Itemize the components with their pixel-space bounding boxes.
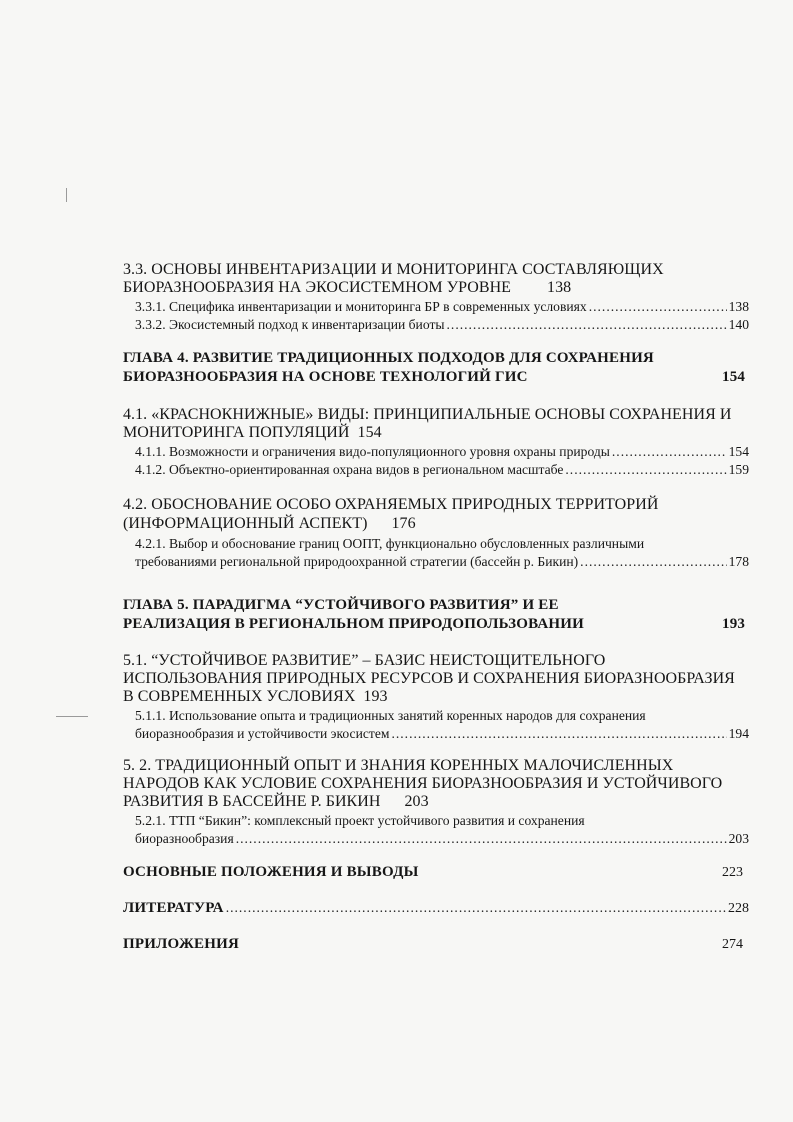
toc-item-title: 4.1.1. Возможности и ограничения видо-популяционного уровня охраны природы [135,444,610,459]
toc-section-3-3-line1: 3.3. ОСНОВЫ ИНВЕНТАРИЗАЦИИ И МОНИТОРИНГА СОСТАВЛЯЮЩИХ [123,261,664,278]
toc-literature[interactable] [123,899,749,918]
toc-leader [580,553,726,570]
scan-mark [56,716,88,717]
toc-chapter-4-page: 154 [722,369,746,385]
toc-section-3-3-title: БИОРАЗНООБРАЗИЯ НА ЭКОСИСТЕМНОМ УРОВНЕ [123,279,512,296]
toc-section-5-1-page: 193 [363,688,388,705]
toc-item-title: биоразнообразия [135,831,234,846]
toc-leader [565,461,726,478]
toc-conclusions-page: 223 [722,865,743,880]
toc-item-page: 194 [728,726,749,741]
toc-section-4-2-page: 176 [391,515,416,532]
toc-item-title: биоразнообразия и устойчивости экосистем [135,726,390,741]
toc-item-4-1-2[interactable] [135,461,749,478]
toc-appendices-page: 274 [722,937,743,952]
toc-section-5-2-line3 [123,793,429,810]
toc-section-5-2-line1: 5. 2. ТРАДИЦИОННЫЙ ОПЫТ И ЗНАНИЯ КОРЕННЫХ МАЛОЧИСЛЕННЫХ [123,757,674,774]
toc-conclusions-title[interactable]: ОСНОВНЫЕ ПОЛОЖЕНИЯ И ВЫВОДЫ [123,864,419,880]
toc-section-5-1-title: В СОВРЕМЕННЫХ УСЛОВИЯХ [123,688,356,705]
toc-chapter-4-line1: ГЛАВА 4. РАЗВИТИЕ ТРАДИЦИОННЫХ ПОДХОДОВ ДЛЯ СОХРАНЕНИЯ [123,350,654,366]
toc-item-4-2-1-line1[interactable]: 4.2.1. Выбор и обоснование границ ООПТ, функционально обусловленных различными [135,536,645,551]
toc-item-5-1-1-line2[interactable] [135,725,749,742]
toc-section-3-3-page: 138 [547,279,572,296]
toc-section-5-1-line1: 5.1. “УСТОЙЧИВОЕ РАЗВИТИЕ” – БАЗИС НЕИСТОЩИТЕЛЬНОГО [123,652,606,669]
toc-item-5-1-1-line1[interactable]: 5.1.1. Использование опыта и традиционных занятий коренных народов для сохранения [135,708,646,723]
toc-literature-title: ЛИТЕРАТУРА [123,900,224,916]
toc-section-4-2-title: (ИНФОРМАЦИОННЫЙ АСПЕКТ) [123,515,368,532]
toc-section-4-1-title: МОНИТОРИНГА ПОПУЛЯЦИЙ [123,424,350,441]
toc-item-page: 178 [728,554,749,569]
toc-section-5-2-page: 203 [404,793,429,810]
toc-item-page: 159 [728,462,749,477]
toc-leader [447,316,727,333]
toc-leader [589,298,727,315]
toc-section-5-1-line2: ИСПОЛЬЗОВАНИЯ ПРИРОДНЫХ РЕСУРСОВ И СОХРАНЕНИЯ БИОРАЗНООБРАЗИЯ [123,670,735,687]
toc-item-page: 138 [728,299,749,314]
toc-item-title: 4.1.2. Объектно-ориентированная охрана видов в региональном масштабе [135,462,564,477]
toc-leader [391,725,726,742]
toc-item-page: 140 [728,317,749,332]
toc-item-title: требованиями региональной природоохранной стратегии (бассейн р. Бикин) [135,554,579,569]
toc-chapter-5-line2: РЕАЛИЗАЦИЯ В РЕГИОНАЛЬНОМ ПРИРОДОПОЛЬЗОВАНИИ [123,616,585,632]
toc-section-4-2-line2 [123,515,416,532]
toc-section-4-1-page: 154 [357,424,382,441]
toc-item-title: 3.3.1. Специфика инвентаризации и мониторинга БР в современных условиях [135,299,587,314]
toc-item-4-1-1[interactable] [135,443,749,460]
toc-leader [612,443,727,460]
toc-section-3-3-line2 [123,279,571,296]
toc-item-title: 3.3.2. Экосистемный подход к инвентаризации биоты [135,317,445,332]
toc-section-4-1-line1: 4.1. «КРАСНОКНИЖНЫЕ» ВИДЫ: ПРИНЦИПИАЛЬНЫЕ ОСНОВЫ СОХРАНЕНИЯ И [123,406,732,423]
toc-appendices-title[interactable]: ПРИЛОЖЕНИЯ [123,936,239,952]
toc-section-5-2-title: РАЗВИТИЯ В БАССЕЙНЕ Р. БИКИН [123,793,381,810]
toc-item-5-2-1-line2[interactable] [135,830,749,847]
toc-chapter-5-page: 193 [722,616,746,632]
toc-chapter-5-line1: ГЛАВА 5. ПАРАДИГМА “УСТОЙЧИВОГО РАЗВИТИЯ” И ЕЕ [123,597,559,613]
toc-leader [226,899,726,916]
toc-item-page: 154 [728,444,749,459]
toc-section-4-2-line1: 4.2. ОБОСНОВАНИЕ ОСОБО ОХРАНЯЕМЫХ ПРИРОДНЫХ ТЕРРИТОРИЙ [123,496,659,513]
toc-chapter-4-line2: БИОРАЗНООБРАЗИЯ НА ОСНОВЕ ТЕХНОЛОГИЙ ГИС [123,369,528,385]
toc-literature-page: 228 [728,901,749,916]
toc-item-5-2-1-line1[interactable]: 5.2.1. ТТП “Бикин”: комплексный проект устойчивого развития и сохранения [135,813,585,828]
toc-item-3-3-2[interactable] [135,316,749,333]
toc-section-5-1-line3 [123,688,388,705]
toc-item-3-3-1[interactable] [135,298,749,315]
toc-leader [236,830,727,847]
scan-mark [66,188,67,202]
toc-item-page: 203 [728,831,749,846]
toc-section-4-1-line2 [123,424,382,441]
toc-section-5-2-line2: НАРОДОВ КАК УСЛОВИЕ СОХРАНЕНИЯ БИОРАЗНООБРАЗИЯ И УСТОЙЧИВОГО [123,775,723,792]
toc-item-4-2-1-line2[interactable] [135,553,749,570]
